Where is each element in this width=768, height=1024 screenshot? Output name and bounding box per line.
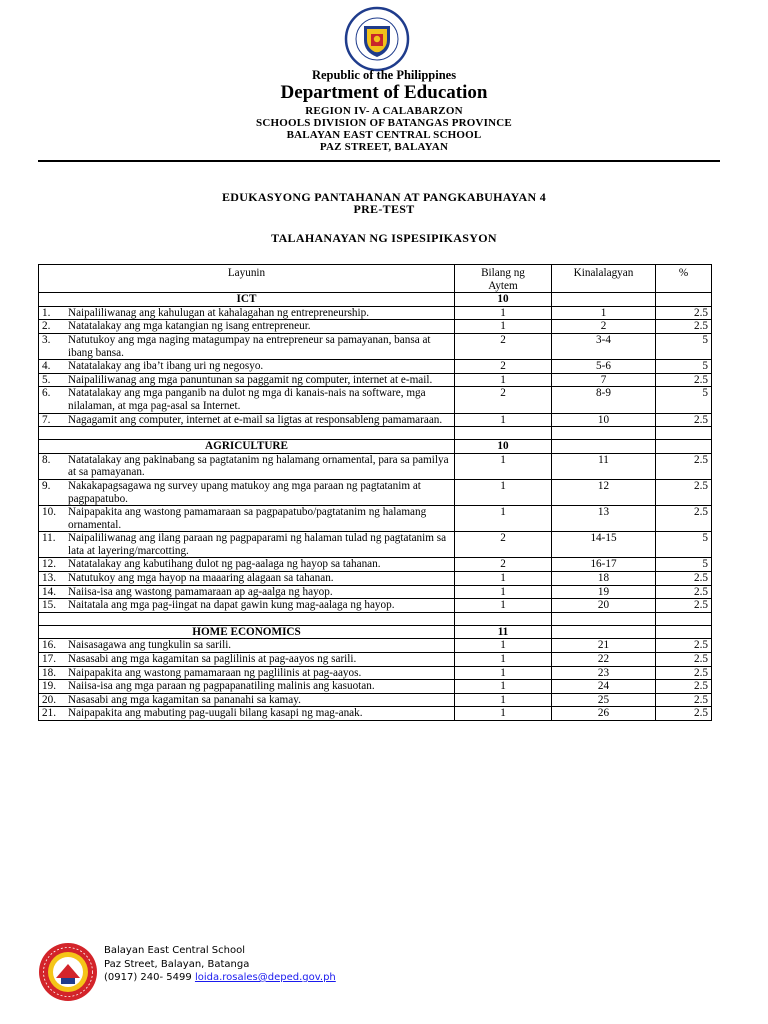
item-count: 1: [455, 693, 552, 707]
objective-text: Natatalakay ang mga katangian ng isang entrepreneur.: [68, 320, 311, 333]
table-row: [39, 373, 712, 387]
objective-number: 1.: [42, 306, 51, 319]
objective-number: 2.: [42, 320, 51, 333]
objective-cell: [39, 506, 455, 532]
objective-cell: [39, 333, 455, 359]
item-count: 1: [455, 599, 552, 613]
objective-text: Natatalakay ang pakinabang sa pagtatanim ng halamang ornamental, para sa pamilya at sa pamayanan.: [68, 453, 449, 479]
item-percent: 2.5: [656, 373, 712, 387]
section-name: HOME ECONOMICS: [39, 625, 455, 639]
table-row: [39, 506, 712, 532]
item-count: 2: [455, 333, 552, 359]
item-count: 1: [455, 572, 552, 586]
item-location: 13: [552, 506, 656, 532]
school-line: BALAYAN EAST CENTRAL SCHOOL: [286, 129, 482, 141]
item-location: 22: [552, 653, 656, 667]
item-count: 1: [455, 707, 552, 721]
table-row: [39, 639, 712, 653]
section-row: [39, 625, 712, 639]
item-percent: 5: [656, 532, 712, 558]
objective-number: 19.: [42, 680, 56, 693]
objective-number: 14.: [42, 585, 56, 598]
footer-email-link[interactable]: loida.rosales@deped.gov.ph: [194, 972, 336, 983]
item-percent: 2.5: [656, 572, 712, 586]
objective-number: 20.: [42, 693, 56, 706]
objective-cell: [39, 306, 455, 320]
objective-number: 10.: [42, 506, 56, 519]
division-line: SCHOOLS DIVISION OF BATANGAS PROVINCE: [256, 117, 512, 129]
item-count: 1: [455, 653, 552, 667]
footer-contact: [104, 944, 336, 985]
objective-text: Naipapakita ang mabuting pag-uugali bilang kasapi ng mag-anak.: [68, 707, 363, 720]
table-row: [39, 680, 712, 694]
objective-number: 6.: [42, 387, 51, 400]
spacer-row: [39, 427, 712, 440]
table-row: [39, 558, 712, 572]
table-row: [39, 585, 712, 599]
header-bilang-line1: Bilang ng: [481, 267, 525, 279]
objective-number: 4.: [42, 360, 51, 373]
item-count: 1: [455, 306, 552, 320]
item-count: 2: [455, 387, 552, 413]
item-count: 1: [455, 373, 552, 387]
table-row: [39, 360, 712, 374]
item-location: 1: [552, 306, 656, 320]
objective-text: Natutukoy ang mga hayop na maaaring alagaan sa tahanan.: [68, 572, 334, 585]
header-percent: %: [656, 265, 712, 293]
table-header-row: [39, 265, 712, 293]
item-count: 2: [455, 360, 552, 374]
item-count: 1: [455, 585, 552, 599]
item-percent: 2.5: [656, 453, 712, 479]
objective-cell: [39, 707, 455, 721]
objective-number: 5.: [42, 373, 51, 386]
item-location: 2: [552, 320, 656, 334]
table-row: [39, 320, 712, 334]
item-percent: 2.5: [656, 599, 712, 613]
item-location: 25: [552, 693, 656, 707]
spacer-row: [39, 612, 712, 625]
item-percent: 2.5: [656, 306, 712, 320]
deped-seal: [344, 6, 410, 72]
objective-cell: [39, 360, 455, 374]
objective-cell: [39, 693, 455, 707]
street-line: PAZ STREET, BALAYAN: [319, 141, 449, 153]
item-location: 21: [552, 639, 656, 653]
section-empty-cell: [656, 293, 712, 307]
section-row: [39, 293, 712, 307]
item-percent: 5: [656, 558, 712, 572]
objective-cell: [39, 320, 455, 334]
objective-text: Nakakapagsagawa ng survey upang matukoy ang mga paraan ng pagtatanim at pagpapatubo.: [68, 479, 421, 505]
spacer-cell: [39, 427, 455, 440]
objective-cell: [39, 558, 455, 572]
objective-text: Naiisa-isa ang mga paraan ng pagpapanatiling malinis ang kasuotan.: [68, 680, 375, 693]
objective-cell: [39, 453, 455, 479]
spacer-cell: [552, 427, 656, 440]
school-logo: [38, 942, 98, 1002]
item-percent: 2.5: [656, 479, 712, 505]
item-percent: 2.5: [656, 413, 712, 427]
objective-text: Naipapakita ang wastong pamamaraan ng paglilinis at pag-aayos.: [68, 666, 362, 679]
objective-cell: [39, 479, 455, 505]
objective-number: 18.: [42, 666, 56, 679]
item-count: 1: [455, 320, 552, 334]
item-percent: 2.5: [656, 653, 712, 667]
item-percent: 5: [656, 387, 712, 413]
spacer-cell: [656, 427, 712, 440]
spacer-cell: [656, 612, 712, 625]
header-divider: [38, 160, 720, 162]
footer-school: Balayan East Central School: [104, 945, 246, 956]
table-title: TALAHANAYAN NG ISPESIPIKASYON: [271, 231, 497, 245]
section-name: ICT: [39, 293, 455, 307]
item-location: 24: [552, 680, 656, 694]
objective-text: Natatalakay ang iba’t ibang uri ng negosyo.: [68, 360, 264, 373]
department-title: Department of Education: [280, 82, 488, 103]
table-body: [39, 293, 712, 721]
section-row: [39, 440, 712, 454]
header-bilang-line2: Aytem: [488, 279, 518, 292]
item-count: 1: [455, 666, 552, 680]
table-row: [39, 666, 712, 680]
header-layunin: Layunin: [39, 265, 455, 293]
item-percent: 2.5: [656, 680, 712, 694]
spacer-cell: [39, 612, 455, 625]
footer-address: Paz Street, Balayan, Batanga: [104, 958, 250, 970]
item-count: 2: [455, 532, 552, 558]
item-percent: 2.5: [656, 666, 712, 680]
specification-table: [38, 264, 712, 721]
item-location: 26: [552, 707, 656, 721]
deped-seal-icon: [344, 6, 410, 72]
section-total: 10: [455, 293, 552, 307]
table-row: [39, 453, 712, 479]
objective-number: 9.: [42, 479, 51, 492]
test-title: PRE-TEST: [353, 202, 415, 216]
objective-cell: [39, 585, 455, 599]
objective-cell: [39, 532, 455, 558]
item-location: 23: [552, 666, 656, 680]
item-percent: 5: [656, 360, 712, 374]
item-percent: 5: [656, 333, 712, 359]
objective-text: Nasasabi ang mga kagamitan sa paglilinis at pag-aayos ng sarili.: [68, 653, 357, 666]
objective-number: 11.: [42, 532, 56, 545]
objective-text: Nasasabi ang mga kagamitan sa pananahi sa kamay.: [68, 693, 301, 706]
item-location: 16-17: [552, 558, 656, 572]
table-row: [39, 693, 712, 707]
item-percent: 2.5: [656, 693, 712, 707]
objective-text: Naisasagawa ang tungkulin sa sarili.: [68, 639, 232, 652]
section-name: AGRICULTURE: [39, 440, 455, 454]
item-location: 3-4: [552, 333, 656, 359]
item-percent: 2.5: [656, 320, 712, 334]
item-count: 1: [455, 479, 552, 505]
objective-number: 13.: [42, 572, 56, 585]
table-row: [39, 387, 712, 413]
table-row: [39, 572, 712, 586]
table-row: [39, 532, 712, 558]
objective-cell: [39, 572, 455, 586]
subject-title: EDUKASYONG PANTAHANAN AT PANGKABUHAYAN 4: [221, 190, 547, 204]
section-empty-cell: [552, 293, 656, 307]
objective-number: 12.: [42, 558, 56, 571]
section-empty-cell: [552, 625, 656, 639]
spacer-cell: [455, 427, 552, 440]
item-location: 11: [552, 453, 656, 479]
objective-cell: [39, 666, 455, 680]
item-location: 12: [552, 479, 656, 505]
item-percent: 2.5: [656, 506, 712, 532]
objective-cell: [39, 373, 455, 387]
item-location: 20: [552, 599, 656, 613]
item-count: 1: [455, 413, 552, 427]
item-location: 14-15: [552, 532, 656, 558]
header-kinalalagyan: Kinalalagyan: [552, 265, 656, 293]
table-row: [39, 413, 712, 427]
objective-text: Naipaliliwanag ang ilang paraan ng pagpaparami ng halaman tulad ng pagtatanim sa lata at layering/marcotting.: [68, 532, 447, 557]
objective-number: 3.: [42, 333, 51, 346]
objective-text: Natatalakay ang kabutihang dulot ng pag-aalaga ng hayop sa tahanan.: [68, 558, 381, 571]
table-row: [39, 599, 712, 613]
section-empty-cell: [656, 625, 712, 639]
republic-line: Republic of the Philippines: [311, 68, 457, 82]
objective-cell: [39, 599, 455, 613]
header-bilang: [455, 265, 552, 293]
objective-number: 8.: [42, 453, 51, 466]
item-percent: 2.5: [656, 585, 712, 599]
objective-number: 21.: [42, 707, 56, 720]
item-percent: 2.5: [656, 639, 712, 653]
table-row: [39, 653, 712, 667]
table-row: [39, 707, 712, 721]
objective-number: 15.: [42, 599, 56, 612]
spacer-cell: [455, 612, 552, 625]
school-logo-icon: [38, 942, 98, 1002]
item-count: 2: [455, 558, 552, 572]
table-row: [39, 333, 712, 359]
item-count: 1: [455, 453, 552, 479]
spacer-cell: [552, 612, 656, 625]
footer-contact-line: [104, 971, 336, 985]
objective-text: Nagagamit ang computer, internet at e-mail sa ligtas at responsableng pamamaraan.: [68, 413, 443, 426]
footer-phone: (0917) 240- 5499: [104, 972, 192, 983]
objective-cell: [39, 653, 455, 667]
item-location: 10: [552, 413, 656, 427]
objective-text: Natatalakay ang mga panganib na dulot ng mga di kanais-nais na software, mga nilalaman, at mga pag-asal sa Internet.: [68, 387, 426, 412]
objective-text: Naipaliliwanag ang mga panuntunan sa paggamit ng computer, internet at e-mail.: [68, 373, 433, 386]
objective-text: Naipaliliwanag ang kahulugan at kahalagahan ng entrepreneurship.: [68, 306, 370, 319]
item-count: 1: [455, 639, 552, 653]
item-percent: 2.5: [656, 707, 712, 721]
objective-text: Naipapakita ang wastong pamamaraan sa pagpapatubo/pagtatanim ng halamang ornamental.: [68, 506, 427, 531]
objective-number: 7.: [42, 413, 51, 426]
objective-text: Naitatala ang mga pag-iingat na dapat gawin kung mag-aalaga ng hayop.: [68, 599, 395, 612]
item-location: 5-6: [552, 360, 656, 374]
objective-cell: [39, 680, 455, 694]
section-total: 10: [455, 440, 552, 454]
item-location: 7: [552, 373, 656, 387]
objective-cell: [39, 413, 455, 427]
item-location: 18: [552, 572, 656, 586]
objective-number: 16.: [42, 639, 56, 652]
table-row: [39, 479, 712, 505]
section-total: 11: [455, 625, 552, 639]
region-line: REGION IV- A CALABARZON: [305, 105, 463, 117]
item-count: 1: [455, 506, 552, 532]
item-count: 1: [455, 680, 552, 694]
objective-text: Naiisa-isa ang wastong pamamaraan ap ag-aalga ng hayop.: [68, 585, 333, 598]
objective-cell: [39, 387, 455, 413]
section-empty-cell: [656, 440, 712, 454]
objective-cell: [39, 639, 455, 653]
objective-text: Natutukoy ang mga naging matagumpay na entrepreneur sa pamayanan, bansa at ibang bansa.: [68, 333, 431, 359]
table-row: [39, 306, 712, 320]
item-location: 8-9: [552, 387, 656, 413]
section-empty-cell: [552, 440, 656, 454]
item-location: 19: [552, 585, 656, 599]
objective-number: 17.: [42, 653, 56, 666]
